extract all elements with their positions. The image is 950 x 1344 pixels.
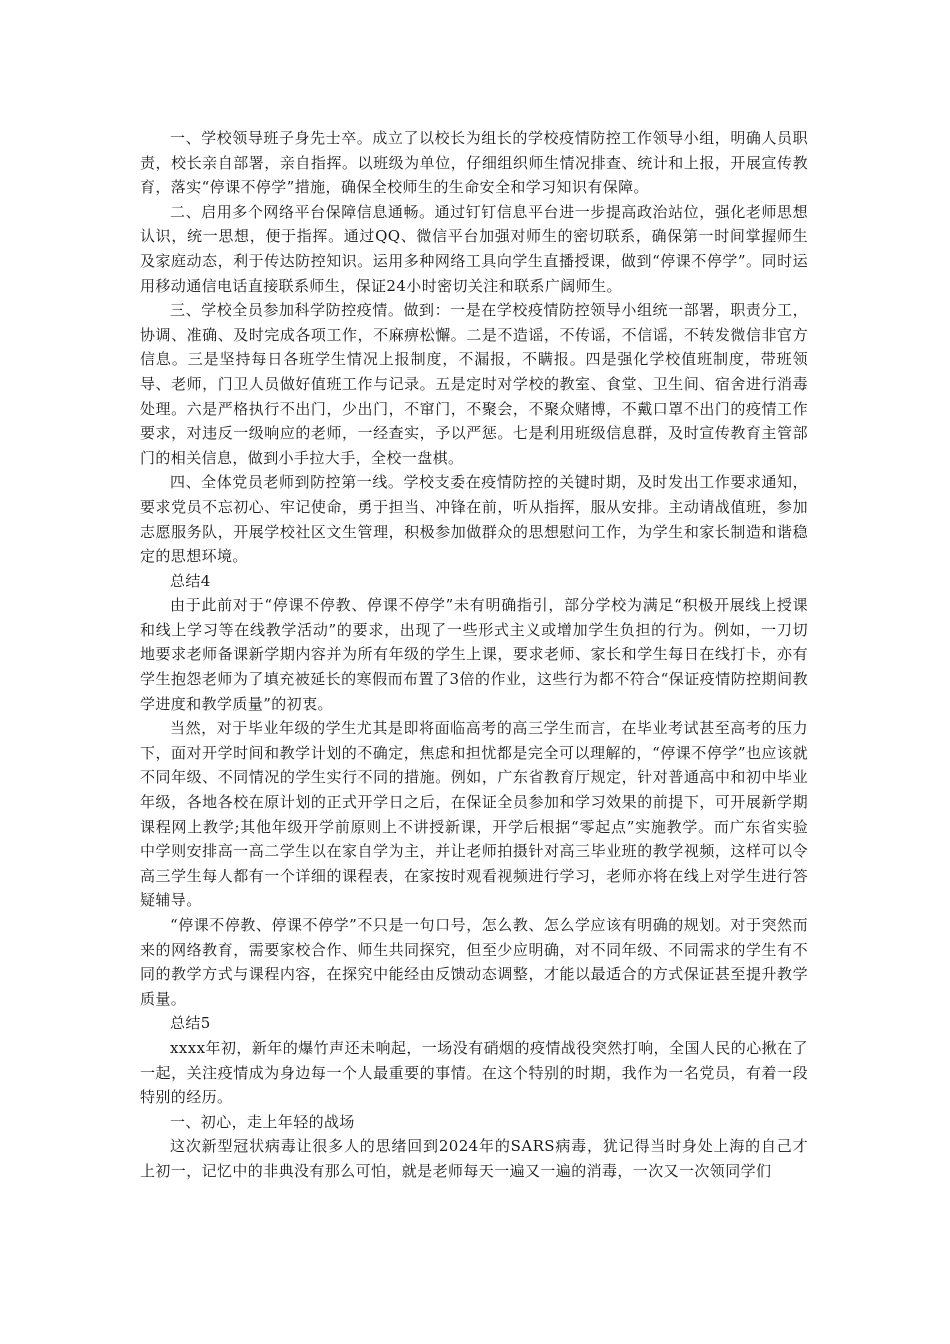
paragraph-formalism: 由于此前对于“停课不停教、停课不停学”未有明确指引，部分学校为满足“积极开展线上授课和线上学习等在线教学活动”的要求，出现了一些形式主义或增加学生负担的行为。例如，一刀切地要求老师备课新学期内容并为所有年级的学生上课，要求老师、家长和学生每日在线打卡，亦有学生抱怨老师为了填充被延长的寒假而布置了3倍的作业，这些行为都不符合“保证疫情防控期间教学进度和教学质量”的初衷。 [140,596,808,713]
paragraph-graduating-students: 当然，对于毕业年级的学生尤其是即将面临高考的高三学生而言，在毕业考试甚至高考的压力下，面对开学时间和教学计划的不确定，焦虑和担忧都是完全可以理解的，“停课不停学”也应该就不同年级、不同情况的学生实行不同的措施。例如，广东省教育厅规定，针对普通高中和初中毕业年级，各地各校在原计划的正式开学日之后，在保证全员参加和学习效果的前提下，可开展新学期课程网上教学;其他年级开学前原则上不讲授新课，开学后根据“零起点”实施教学。而广东省实验中学则安排高一高二学生以在家自学为主，并让老师拍摄针对高三毕业班的教学视频，这样可以令高三学生每人都有一个详细的课程表，在家按时观看视频进行学习，老师亦将在线上对学生进行答疑辅导。 [140,719,808,910]
paragraph-slogan-planning: “停课不停教、停课不停学”不只是一句口号，怎么教、怎么学应该有明确的规划。对于突然而来的网络教育，需要家校合作、师生共同探究，但至少应明确，对不同年级、不同需求的学生有不同的教学方式与课程内容，在探究中能经由反馈动态调整，才能以最适合的方式保证甚至提升教学质量。 [140,916,808,1008]
section-heading-summary-4: 总结4 [170,571,211,590]
paragraph-new-year: xxxx年初，新年的爆竹声还未响起，一场没有硝烟的疫情战役突然打响，全国人民的心揪在了一起，关注疫情成为身边每一个人最重要的事情。在这个特别的时期，我作为一名党员，有着一段特别的经历。 [140,1038,808,1107]
paragraph-party-members: 四、全体党员老师到防控第一线。学校支委在疫情防控的关键时期，及时发出工作要求通知，要求党员不忘初心、牢记使命，勇于担当、冲锋在前，听从指挥，服从安排。主动请战值班，参加志愿服务队，开展学校社区文生管理，积极参加做群众的思想慰问工作，为学生和家长制造和谐稳定的思想环境。 [140,473,808,566]
paragraph-leadership: 一、学校领导班子身先士卒。成立了以校长为组长的学校疫情防控工作领导小组，明确人员职责，校长亲自部署，亲自指挥。以班级为单位，仔细组织师生情况排查、统计和上报，开展宣传教育，落实“停课不停学”措施，确保全校师生的生命安全和学习知识有保障。 [140,129,808,197]
document-body [140,126,808,1184]
paragraph-network-platforms: 二、启用多个网络平台保障信息通畅。通过钉钉信息平台进一步提高政治站位，强化老师思想认识，统一思想，便于指挥。通过QQ、微信平台加强对师生的密切联系，确保第一时间掌握师生及家庭动态，利于传达防控知识。运用多种网络工具向学生直播授课，做到“停课不停学”。同时运用移动通信电话直接联系师生，保证24小时密切关注和联系广阔师生。 [140,202,808,295]
section-heading-summary-5: 总结5 [170,1014,211,1033]
paragraph-sars-memory: 这次新型冠状病毒让很多人的思绪回到2024年的SARS病毒，犹记得当时身处上海的自己才上初一，记忆中的非典没有那么可怕，就是老师每天一遍又一遍的消毒，一次又一次领同学们 [140,1137,808,1180]
subheading-original-intention: 一、初心，走上年轻的战场 [170,1112,355,1131]
paragraph-scientific-prevention: 三、学校全员参加科学防控疫情。做到：一是在学校疫情防控领导小组统一部署，职责分工，协调、准确、及时完成各项工作，不麻痹松懈。二是不造谣，不传谣，不信谣，不转发微信非官方信息。三是坚持每日各班学生情况上报制度，不漏报，不瞒报。四是强化学校值班制度，带班领导、老师，门卫人员做好值班工作与记录。五是定时对学校的教室、食堂、卫生间、宿舍进行消毒处理。六是严格执行不出门，少出门，不窜门，不聚会，不聚众赌博，不戴口罩不出门的疫情工作要求，对违反一级响应的老师，一经查实，予以严惩。七是利用班级信息群，及时宣传教育主管部门的相关信息，做到小手拉大手，全校一盘棋。 [140,301,808,467]
